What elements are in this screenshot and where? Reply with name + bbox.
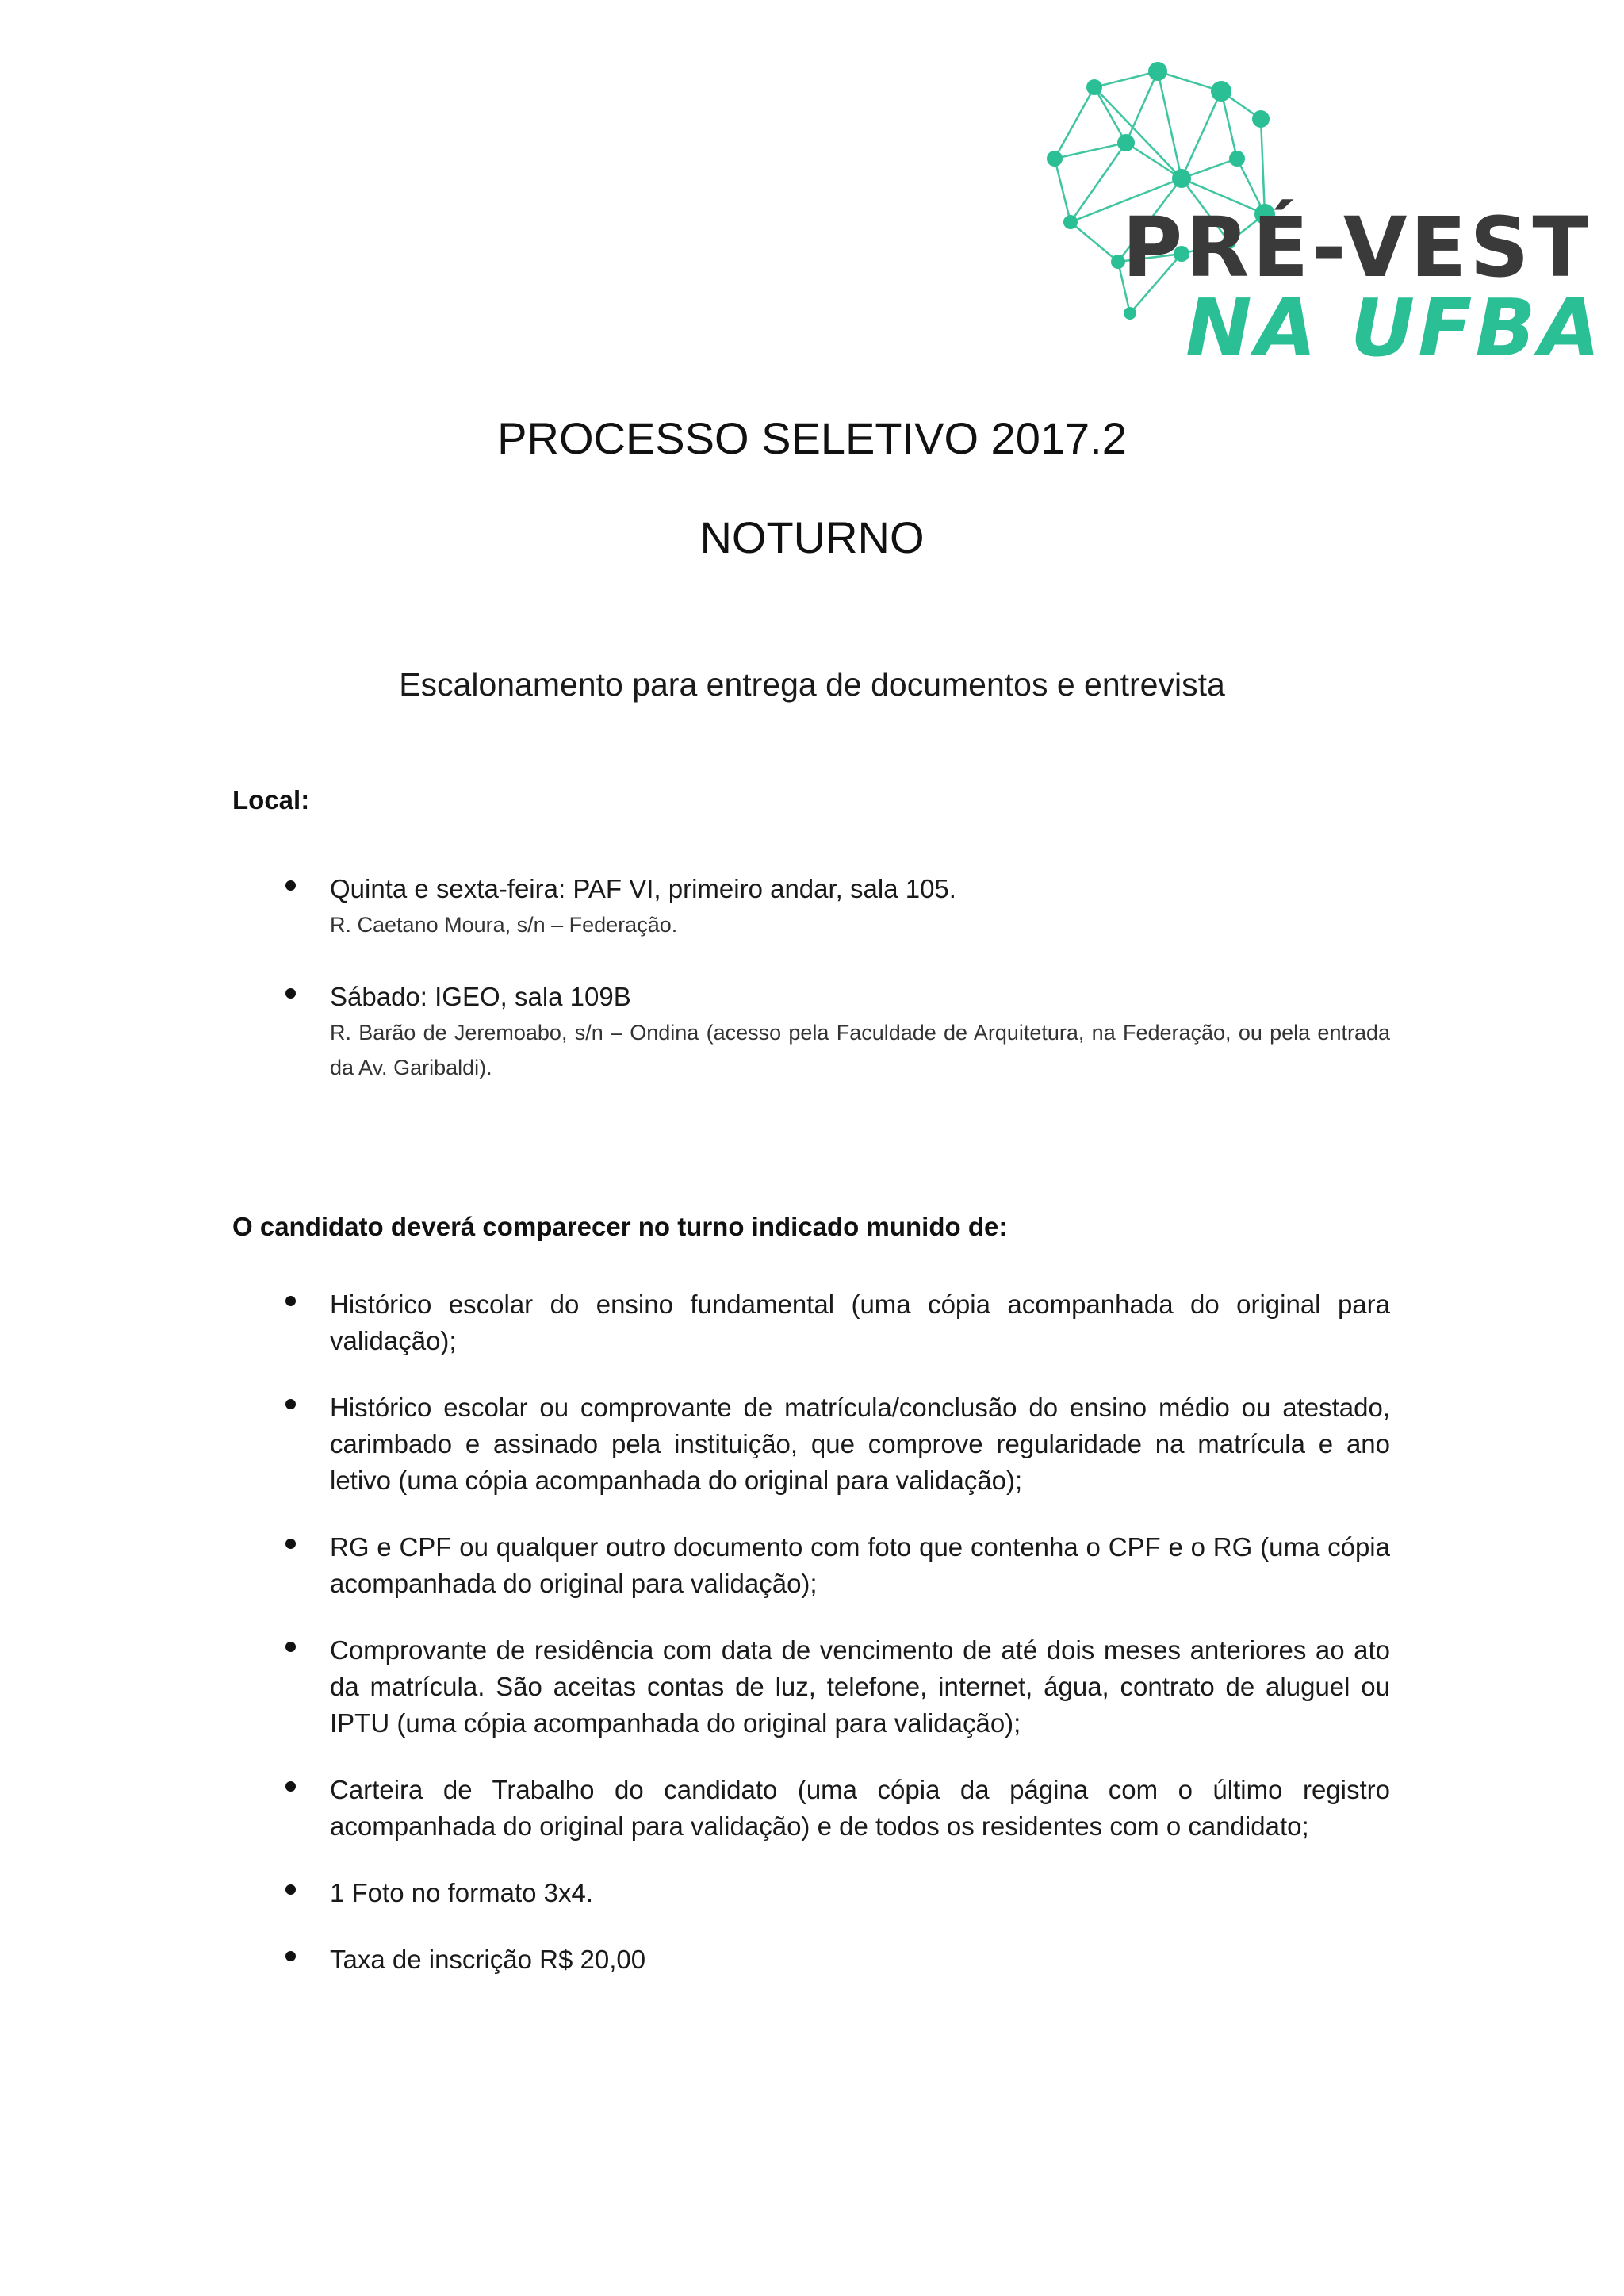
pre-vest-logo [991, 56, 1604, 374]
requirement-text: RG e CPF ou qualquer outro documento com foto que contenha o CPF e o RG (uma cópia acompanhada do original para validação); [330, 1532, 1390, 1598]
bullet-icon [285, 1642, 296, 1652]
requirement-item [232, 1875, 1390, 1911]
bullet-icon [285, 1539, 296, 1549]
logo-line-2: NA UFBA [1185, 282, 1604, 374]
location-address: R. Caetano Moura, s/n – Federação. [330, 913, 678, 937]
requirement-item [232, 1529, 1390, 1602]
bullet-icon [285, 880, 296, 891]
page-title: PROCESSO SELETIVO 2017.2 [497, 413, 1127, 463]
bullet-icon [285, 988, 296, 999]
requirement-text: Carteira de Trabalho do candidato (uma cópia da página com o último registro acompanhada do original para validação) e de todos os residentes com o candidato; [330, 1775, 1390, 1841]
requirement-item [232, 1286, 1390, 1359]
bullet-icon [285, 1399, 296, 1409]
bullet-icon [285, 1781, 296, 1792]
shift-title: NOTURNO [699, 512, 925, 562]
location-address: R. Barão de Jeremoabo, s/n – Ondina (acesso pela Faculdade de Arquitetura, na Federação, ou pela entrada da Av. Garibaldi). [330, 1021, 1390, 1079]
location-list [232, 871, 1390, 1085]
location-main: Sábado: IGEO, sala 109B [330, 982, 631, 1011]
requirement-item [232, 1389, 1390, 1499]
requirement-item [232, 1632, 1390, 1742]
bullet-icon [285, 1951, 296, 1961]
requirement-text: Histórico escolar do ensino fundamental (uma cópia acompanhada do original para validação); [330, 1290, 1390, 1355]
requirement-item [232, 1941, 1390, 1978]
requirement-text: 1 Foto no formato 3x4. [330, 1878, 594, 1907]
requirement-text: Comprovante de residência com data de vencimento de até dois meses anteriores ao ato da matrícula. São aceitas contas de luz, telefone, internet, água, contrato de aluguel ou IPTU (uma cópia acompanhada do original para validação); [330, 1635, 1390, 1738]
bullet-icon [285, 1296, 296, 1306]
local-heading: Local: [232, 785, 310, 815]
requirement-item [232, 1772, 1390, 1845]
requirements-list [232, 1286, 1390, 1978]
location-item [232, 979, 1390, 1085]
location-main: Quinta e sexta-feira: PAF VI, primeiro andar, sala 105. [330, 874, 956, 903]
location-item [232, 871, 1390, 942]
requirement-text: Histórico escolar ou comprovante de matrícula/conclusão do ensino médio ou atestado, carimbado e assinado pela instituição, que comprove regularidade na matrícula e ano letivo (uma cópia acompanhada do original para validação); [330, 1393, 1390, 1495]
brain-network-icon [991, 56, 1604, 374]
page-subtitle: Escalonamento para entrega de documentos e entrevista [399, 666, 1225, 703]
document-body [232, 785, 1390, 1978]
logo-line-1: PRÉ-VEST [1122, 199, 1592, 296]
requirement-text: Taxa de inscrição R$ 20,00 [330, 1945, 646, 1974]
requirements-heading: O candidato deverá comparecer no turno indicado munido de: [232, 1212, 1008, 1241]
bullet-icon [285, 1884, 296, 1895]
